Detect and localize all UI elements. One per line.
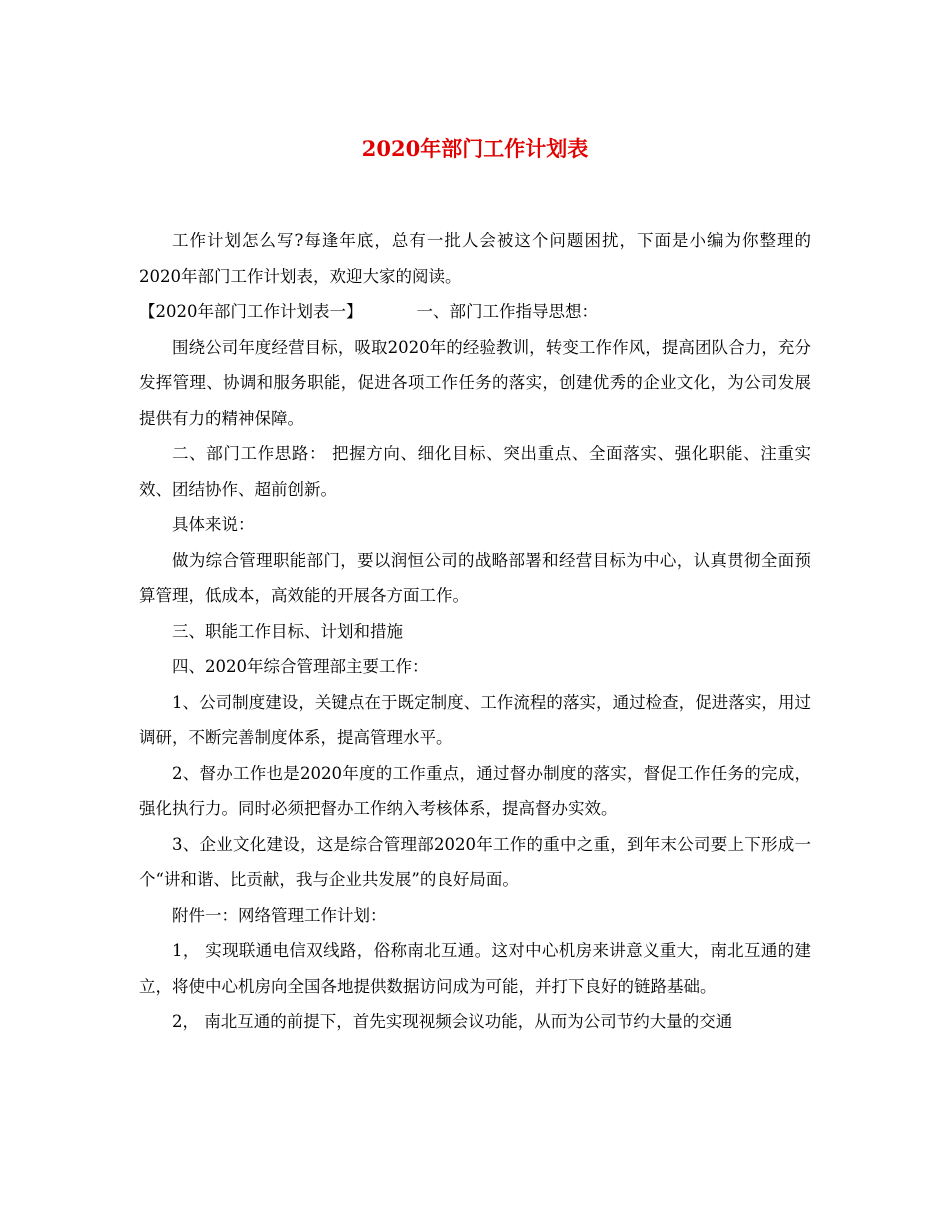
paragraph-department-role: 做为综合管理职能部门，要以润恒公司的战略部署和经营目标为中心，认真贯彻全面预算管理，低成本，高效能的开展各方面工作。 bbox=[139, 550, 811, 605]
section-subheading: 一、部门工作指导思想： bbox=[416, 302, 598, 321]
paragraph-item-2: 2、督办工作也是2020年度的工作重点，通过督办制度的落实，督促工作任务的完成，强化执行力。同时必须把督办工作纳入考核体系，提高督办实效。 bbox=[139, 763, 811, 818]
paragraph-section-three: 三、职能工作目标、计划和措施 bbox=[172, 621, 403, 641]
paragraph-intro: 工作计划怎么写?每逢年底，总有一批人会被这个问题困扰，下面是小编为你整理的2020年部门工作计划表，欢迎大家的阅读。 bbox=[139, 231, 811, 286]
paragraph-guiding-thought: 围绕公司年度经营目标，吸取2020年的经验教训，转变工作作风，提高团队合力，充分发挥管理、协调和服务职能，促进各项工作任务的落实，创建优秀的企业文化，为公司发展提供有力的精神保障。 bbox=[139, 337, 811, 428]
paragraph-item-3: 3、企业文化建设，这是综合管理部2020年工作的重中之重，到年末公司要上下形成一个“讲和谐、比贡献，我与企业共发展”的良好局面。 bbox=[139, 834, 811, 889]
paragraph-network-item-1: 1， 实现联通电信双线路，俗称南北互通。这对中心机房来讲意义重大，南北互通的建立，将使中心机房向全国各地提供数据访问成为可能，并打下良好的链路基础。 bbox=[139, 941, 811, 996]
document-body bbox=[139, 223, 811, 1040]
section-heading: 【2020年部门工作计划表一】 bbox=[139, 302, 363, 321]
paragraph-item-1: 1、公司制度建设，关键点在于既定制度、工作流程的落实，通过检查，促进落实，用过调研，不断完善制度体系，提高管理水平。 bbox=[139, 692, 811, 747]
paragraph-specifically: 具体来说： bbox=[172, 515, 255, 534]
document-title: 2020年部门工作计划表 bbox=[361, 136, 589, 161]
paragraph-section-four: 四、2020年综合管理部主要工作： bbox=[172, 657, 429, 676]
paragraph-work-approach: 二、部门工作思路： 把握方向、细化目标、突出重点、全面落实、强化职能、注重实效、团结协作、超前创新。 bbox=[139, 444, 811, 499]
paragraph-appendix-heading: 附件一：网络管理工作计划： bbox=[172, 905, 387, 925]
paragraph-network-item-2: 2， 南北互通的前提下，首先实现视频会议功能，从而为公司节约大量的交通 bbox=[172, 1012, 733, 1031]
section-heading-line bbox=[139, 294, 811, 330]
